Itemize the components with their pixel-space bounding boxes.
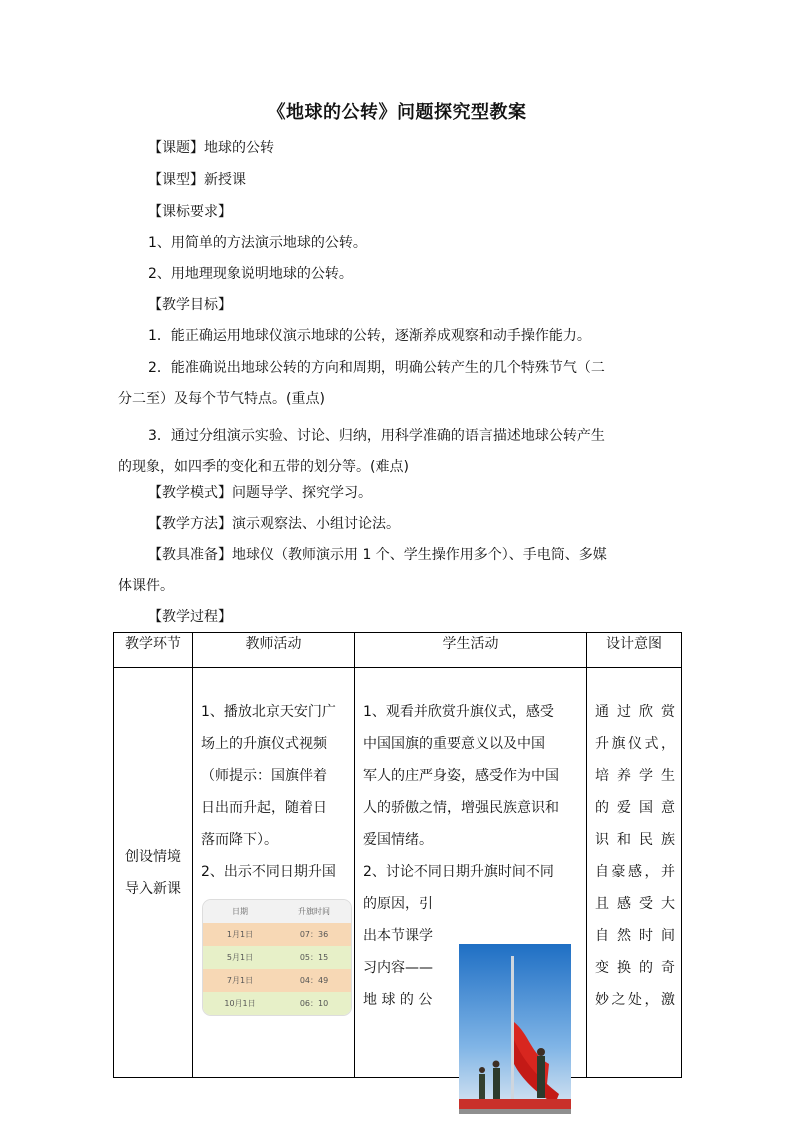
- tools-value: 地球仪（教师演示用 1 个、学生操作用多个）、手电筒、多媒: [232, 547, 607, 563]
- schedule-time: 05：15: [299, 953, 329, 962]
- goal-3-line-1: 3．通过分组演示实验、讨论、归纳，用科学准确的语言描述地球公转产生: [148, 428, 605, 444]
- student-line: 中国国旗的重要意义以及中国: [363, 736, 545, 752]
- goal-2-line-2: 分二至）及每个节气特点。(重点): [118, 391, 325, 407]
- stage-cell: [114, 668, 193, 1078]
- intent-line: 培养学生: [595, 768, 675, 784]
- stage-line-1: 创设情境: [125, 848, 181, 865]
- intent-cell: [587, 668, 682, 1078]
- schedule-row: [203, 923, 351, 946]
- goals-label: 【教学目标】: [148, 297, 232, 313]
- student-line: 地 球 的 公: [363, 992, 433, 1008]
- teacher-line: 落而降下）。: [201, 832, 278, 848]
- teacher-line: （师提示：国旗伴着: [201, 768, 327, 784]
- intent-line: 识和民族: [595, 832, 675, 848]
- student-line: 出本节课学: [363, 928, 433, 944]
- tools-line-2: 体课件。: [118, 578, 174, 594]
- schedule-date: 1月1日: [226, 930, 254, 939]
- flag-raising-photo: [459, 944, 571, 1114]
- mode-value: 问题导学、探究学习。: [232, 485, 372, 501]
- schedule-header-date: 日期: [232, 907, 248, 916]
- intent-line: 且感受大: [595, 896, 675, 912]
- standard-2: 2、用地理现象说明地球的公转。: [148, 266, 353, 282]
- teacher-line: 1、播放北京天安门广: [201, 704, 336, 720]
- intent-line: 变换的奇: [595, 960, 675, 976]
- table-row: [114, 668, 682, 1078]
- goal-1: 1．能正确运用地球仪演示地球的公转，逐渐养成观察和动手操作能力。: [148, 328, 591, 344]
- teacher-line: 场上的升旗仪式视频: [201, 736, 327, 752]
- topic-line: [148, 138, 274, 158]
- page-title: 《地球的公转》问题探究型教案: [267, 102, 527, 123]
- student-line: 1、观看并欣赏升旗仪式，感受: [363, 704, 554, 720]
- topic-value: 地球的公转: [204, 140, 274, 156]
- stage-line-2: 导入新课: [125, 880, 181, 897]
- schedule-date: 5月1日: [226, 953, 254, 962]
- student-line: 的原因，引: [363, 896, 433, 912]
- mode-line: [148, 483, 372, 503]
- process-label: 【教学过程】: [148, 609, 232, 625]
- schedule-time: 06：10: [299, 999, 329, 1008]
- method-value: 演示观察法、小组讨论法。: [232, 516, 400, 532]
- teacher-line: 日出而升起，随着日: [201, 800, 327, 816]
- intent-line: 通过欣赏: [595, 704, 675, 720]
- schedule-date: 7月1日: [226, 976, 254, 985]
- schedule-date: 10月1日: [224, 999, 256, 1008]
- intent-line: 自然时间: [595, 928, 675, 944]
- schedule-header-time: 升旗时间: [298, 907, 330, 916]
- student-line: 2、讨论不同日期升旗时间不同: [363, 864, 554, 880]
- header-teacher: 教师活动: [193, 633, 355, 668]
- topic-label: 【课题】: [148, 140, 204, 156]
- intent-line: 自豪感，并: [595, 864, 675, 880]
- student-line: 爱国情绪。: [363, 832, 433, 848]
- student-cell: [355, 668, 587, 1078]
- goal-3-line-2: 的现象，如四季的变化和五带的划分等。(难点): [118, 459, 409, 475]
- header-student: 学生活动: [355, 633, 587, 668]
- tools-label: 【教具准备】: [148, 547, 232, 563]
- type-value: 新授课: [204, 172, 246, 188]
- tools-line: [148, 545, 607, 565]
- schedule-row: [203, 946, 351, 969]
- schedule-header: [203, 900, 351, 923]
- method-label: 【教学方法】: [148, 516, 232, 532]
- teacher-line: 2、出示不同日期升国: [201, 864, 336, 880]
- standards-label: 【课标要求】: [148, 204, 232, 220]
- type-label: 【课型】: [148, 172, 204, 188]
- schedule-time: 04：49: [299, 976, 329, 985]
- intent-line: 升旗仪式，: [595, 736, 675, 752]
- method-line: [148, 514, 400, 534]
- mode-label: 【教学模式】: [148, 485, 232, 501]
- intent-line: 妙之处，激: [595, 992, 675, 1008]
- goal-2-line-1: 2．能准确说出地球公转的方向和周期，明确公转产生的几个特殊节气（二: [148, 360, 605, 376]
- student-line: 军人的庄严身姿，感受作为中国: [363, 768, 559, 784]
- teacher-cell: [193, 668, 355, 1078]
- student-line: 习内容——: [363, 960, 433, 976]
- header-stage: 教学环节: [114, 633, 193, 668]
- standard-1: 1、用简单的方法演示地球的公转。: [148, 235, 367, 251]
- type-line: [148, 170, 246, 190]
- header-intent: 设计意图: [587, 633, 682, 668]
- flag-raising-schedule: [203, 900, 351, 1015]
- schedule-time: 07：36: [299, 930, 329, 939]
- table-header-row: [114, 633, 682, 668]
- intent-line: 的爱国意: [595, 800, 675, 816]
- schedule-row: [203, 992, 351, 1015]
- process-table: [113, 632, 682, 1078]
- student-line: 人的骄傲之情，增强民族意识和: [363, 800, 559, 816]
- schedule-row: [203, 969, 351, 992]
